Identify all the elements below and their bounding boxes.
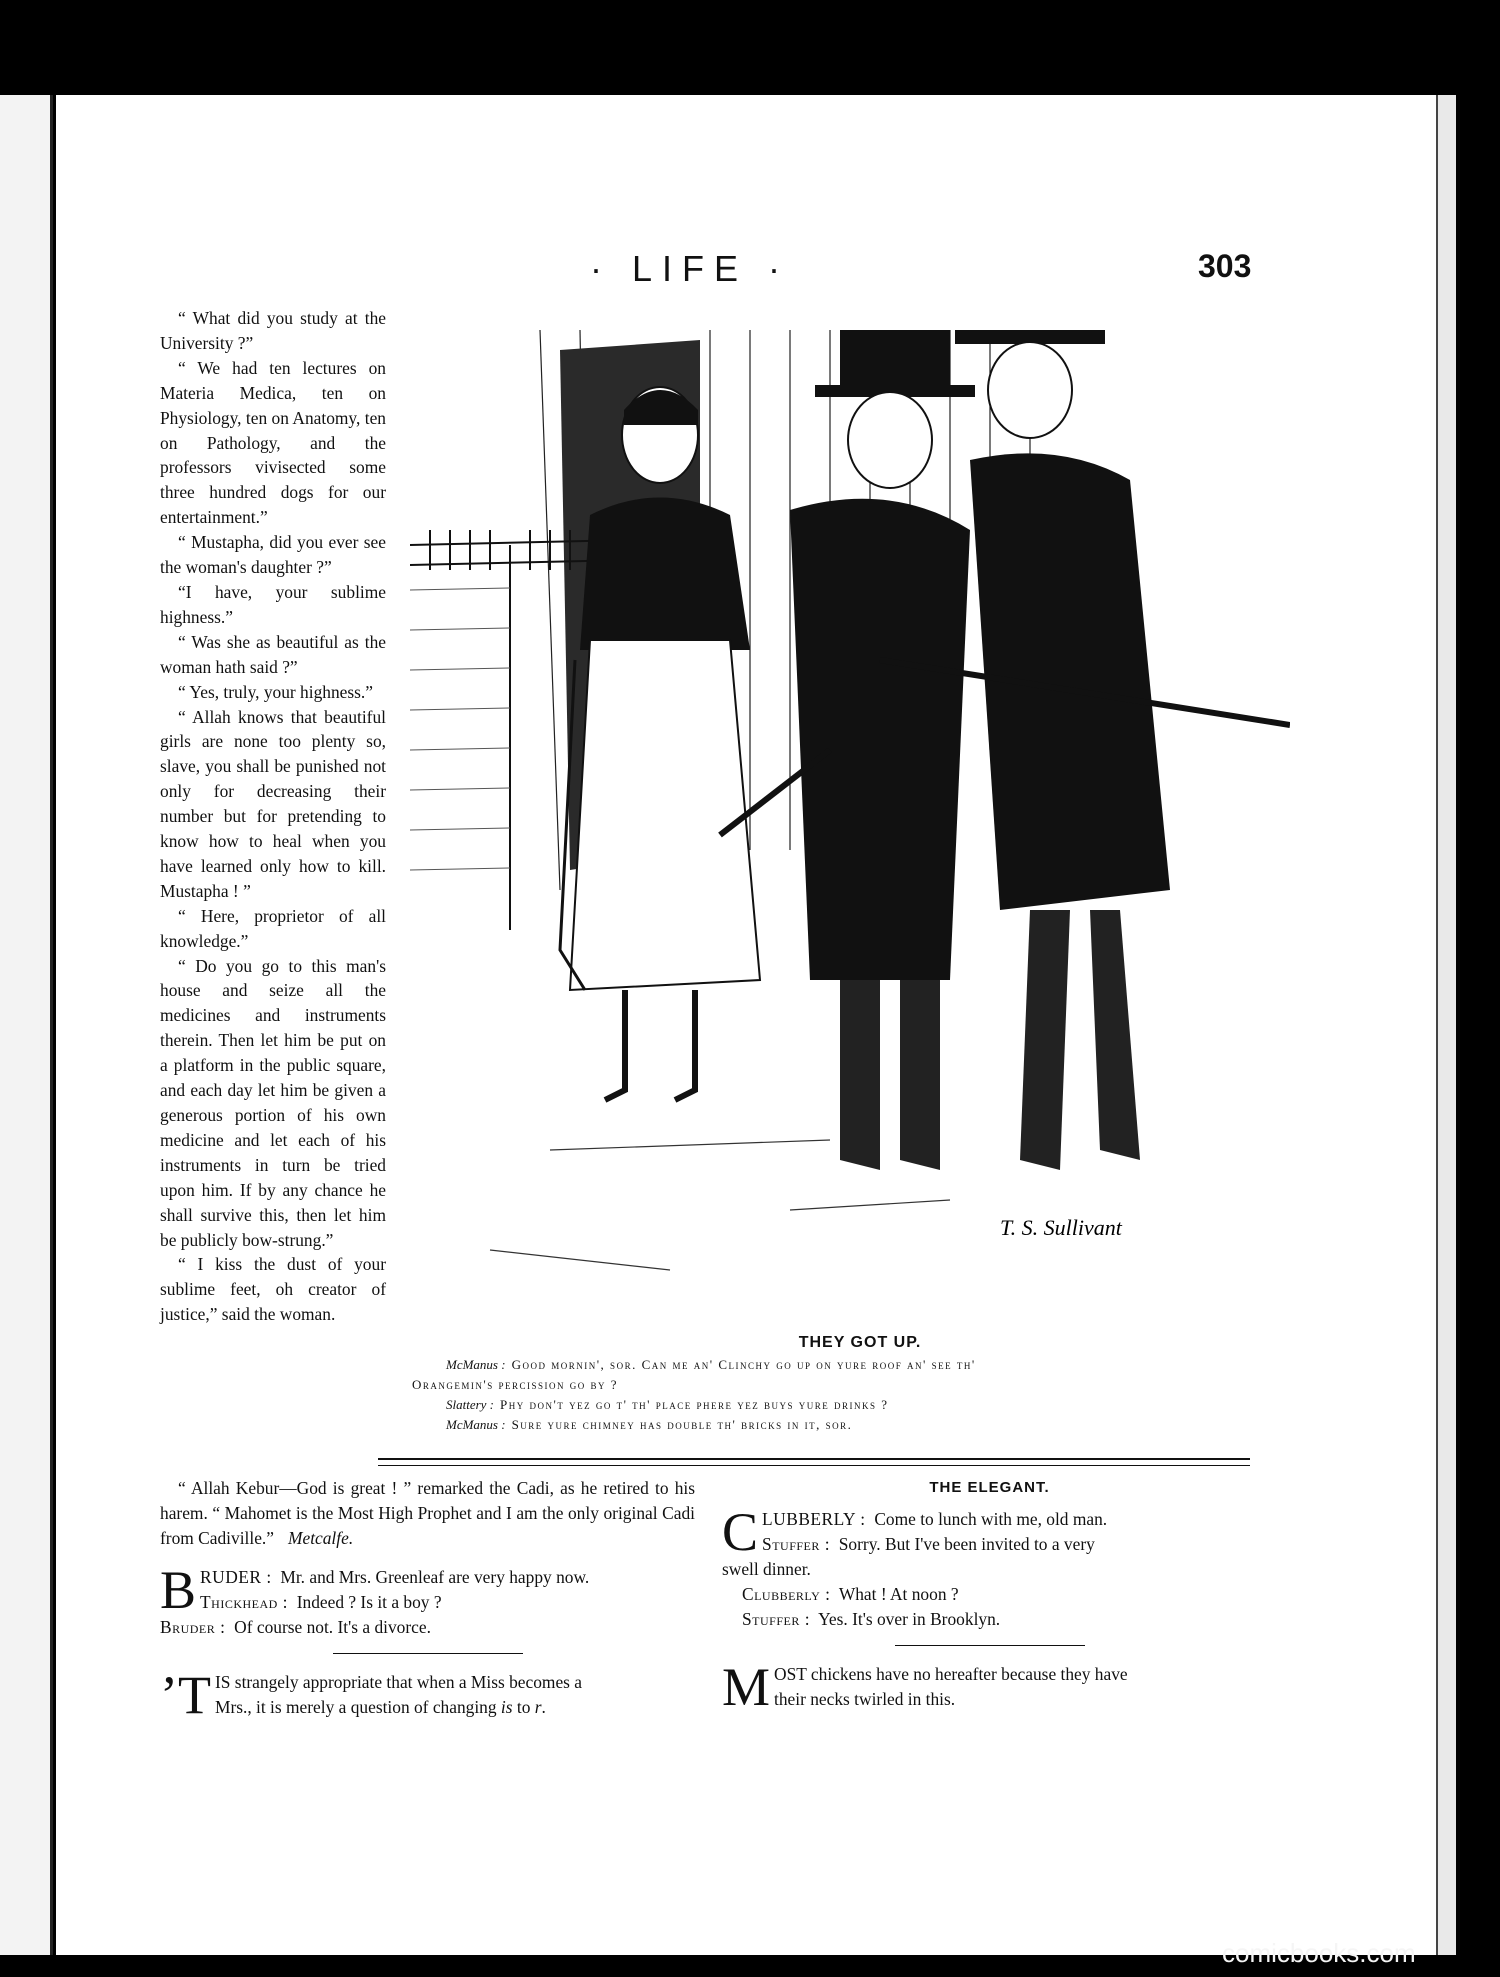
clubberly-joke xyxy=(722,1501,1257,1632)
speaker-label: Bruder : xyxy=(160,1616,226,1637)
speaker-label: McManus : xyxy=(446,1417,506,1432)
speaker-label: LUBBERLY : xyxy=(762,1508,866,1529)
joke-text: IS strangely appropriate that when a Miss becomes a xyxy=(214,1672,583,1693)
joke-text-italic: r xyxy=(534,1697,542,1718)
previous-page-edge xyxy=(0,95,53,1955)
short-divider xyxy=(895,1645,1085,1646)
tis-joke xyxy=(160,1665,695,1726)
section-title: THE ELEGANT. xyxy=(929,1479,1050,1496)
short-divider xyxy=(333,1653,523,1654)
apostrophe: ’ xyxy=(160,1665,178,1726)
joke-text: Come to lunch with me, old man. xyxy=(874,1508,1108,1529)
paragraph: “ Allah knows that beautiful girls are none too plenty so, slave, you shall be punished not only for decreasing their number but for pretending to know how to heal when you have learned only how to kill. Mustapha ! ” xyxy=(160,706,386,901)
joke-text: . xyxy=(541,1697,546,1718)
paragraph: “ Here, proprietor of all knowledge.” xyxy=(160,905,386,951)
joke-text: Indeed ? Is it a boy ? xyxy=(296,1591,442,1612)
paragraph: “I have, your sublime highness.” xyxy=(160,581,386,627)
cartoon-illustration xyxy=(410,330,1290,1310)
paragraph: “ Do you go to this man's house and seize all the medicines and instruments therein. Then let him be put on a platform in the public square, and each day let him be given a generous portion of his own medicine and let each of his instruments in turn be tried upon him. If by any chance he shall survive this, then let him be publicly bow-strung.” xyxy=(160,955,386,1250)
cartoon-caption-title: THEY GOT UP. xyxy=(798,1334,922,1351)
bottom-left-column xyxy=(160,1476,695,1726)
dialogue-text: Orangemin's percission go by ? xyxy=(412,1377,619,1392)
paragraph: “ We had ten lectures on Materia Medica, ten on Physiology, ten on Anatomy, ten on Pathology, and the professors vivisected some three hundred dogs for our entertainment.” xyxy=(160,357,386,528)
speaker-label: Stuffer : xyxy=(742,1608,811,1629)
artist-signature: T. S. Sullivant xyxy=(1000,1215,1122,1240)
figure-middle-gentleman xyxy=(720,330,975,1170)
drop-cap xyxy=(160,1665,211,1726)
speaker-label: McManus : xyxy=(446,1357,506,1372)
shutter-lines xyxy=(410,588,510,870)
section-divider xyxy=(378,1458,1250,1466)
speaker-label: Stuffer : xyxy=(762,1533,831,1554)
paragraph: “ Was she as beautiful as the woman hath said ?” xyxy=(160,631,386,677)
joke-text: Mrs., it is merely a question of changing xyxy=(214,1697,501,1718)
cartoon-dialogue xyxy=(412,1355,1262,1435)
speaker-label: RUDER : xyxy=(200,1566,272,1587)
joke-text: OST chickens have no hereafter because they have xyxy=(774,1664,1128,1685)
joke-text: to xyxy=(512,1697,535,1718)
paragraph: “ I kiss the dust of your sublime feet, oh creator of justice,” said the woman. xyxy=(160,1254,386,1325)
paragraph: “ Mustapha, did you ever see the woman's daughter ?” xyxy=(160,532,386,578)
cadi-paragraph: “ Allah Kebur—God is great ! ” remarked the Cadi, as he retired to his harem. “ Mahomet is the Most High Prophet and I am the only original Cadi from Cadiville.” xyxy=(160,1478,695,1548)
author-signature: Metcalfe. xyxy=(287,1527,354,1548)
most-joke xyxy=(722,1657,1257,1718)
ground-lines xyxy=(490,1140,950,1270)
paragraph: “ What did you study at the University ?” xyxy=(160,308,386,353)
drop-cap: C xyxy=(722,1501,759,1562)
bruder-joke xyxy=(160,1559,695,1640)
drop-cap: B xyxy=(160,1559,197,1620)
speaker-label: Slattery : xyxy=(446,1397,495,1412)
dialogue-text: Good mornin', sor. Can me an' Clinchy go up on yure roof an' see th' xyxy=(511,1357,976,1372)
speaker-label: Clubberly : xyxy=(742,1583,831,1604)
joke-text-italic: is xyxy=(500,1697,513,1718)
bottom-right-column xyxy=(722,1476,1257,1718)
drop-cap: M xyxy=(722,1657,771,1718)
watermark: comicbooks.com xyxy=(1222,1938,1416,1968)
drop-cap-letter: T xyxy=(177,1665,211,1726)
magazine-title: · LIFE · xyxy=(589,248,790,289)
left-column-text xyxy=(160,306,386,1327)
joke-text: Yes. It's over in Brooklyn. xyxy=(818,1608,1001,1629)
joke-text: Sorry. But I've been invited to a very xyxy=(838,1533,1095,1554)
dialogue-text: Sure yure chimney has double th' bricks in it, sor. xyxy=(511,1417,853,1432)
paragraph: “ Yes, truly, your highness.” xyxy=(178,681,373,702)
joke-text: their necks twirled in this. xyxy=(774,1689,956,1710)
joke-text: swell dinner. xyxy=(722,1558,811,1579)
joke-text: Mr. and Mrs. Greenleaf are very happy now. xyxy=(280,1566,590,1587)
dialogue-text: Phy don't yez go t' th' place phere yez buys yure drinks ? xyxy=(500,1397,889,1412)
speaker-label: Thickhead : xyxy=(200,1591,288,1612)
page-edge xyxy=(1436,95,1456,1955)
joke-text: What ! At noon ? xyxy=(838,1583,959,1604)
joke-text: Of course not. It's a divorce. xyxy=(234,1616,431,1637)
page-number: 303 xyxy=(1198,248,1252,284)
